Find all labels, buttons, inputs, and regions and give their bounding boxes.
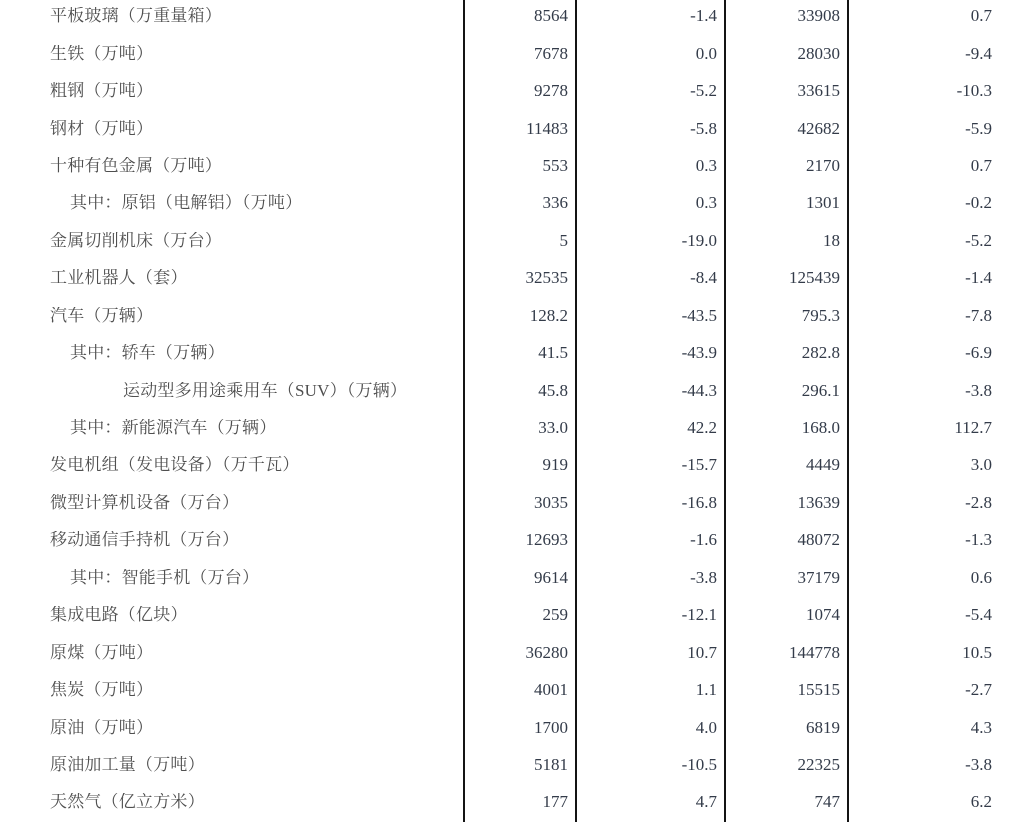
table-row [0, 334, 1010, 371]
product-name: 原油（万吨） [50, 718, 154, 736]
table-row [0, 34, 1010, 71]
table-row [0, 633, 1010, 670]
product-name: 其中：原铝（电解铝）（万吨） [70, 194, 303, 212]
cumulative-growth-pct: 10.5 [962, 643, 992, 661]
current-value: 259 [542, 606, 568, 624]
product-name: 生铁（万吨） [50, 44, 154, 62]
current-value: 336 [542, 194, 568, 212]
current-growth-pct: 0.3 [695, 156, 717, 174]
product-name: 其中：新能源汽车（万辆） [70, 419, 277, 437]
cumulative-growth-pct: 112.7 [954, 419, 992, 437]
product-name: 原煤（万吨） [50, 643, 154, 661]
cumulative-growth-pct: -5.9 [965, 119, 992, 137]
current-growth-pct: -1.6 [690, 531, 717, 549]
product-name: 天然气（亿立方米） [50, 793, 205, 811]
current-growth-pct: -43.9 [681, 344, 717, 362]
table-row [0, 371, 1010, 408]
product-name: 十种有色金属（万吨） [50, 156, 222, 174]
current-value: 553 [542, 156, 568, 174]
product-name: 焦炭（万吨） [50, 681, 154, 699]
current-growth-pct: 0.0 [695, 44, 717, 62]
current-value: 919 [542, 456, 568, 474]
current-value: 8564 [534, 7, 568, 25]
table-row [0, 783, 1010, 820]
cumulative-growth-pct: -5.4 [965, 606, 992, 624]
current-growth-pct: -12.1 [681, 606, 717, 624]
product-name: 汽车（万辆） [50, 306, 154, 324]
cumulative-growth-pct: 3.0 [970, 456, 992, 474]
current-growth-pct: -15.7 [681, 456, 717, 474]
cumulative-growth-pct: -6.9 [965, 344, 992, 362]
table-row [0, 409, 1010, 446]
cumulative-value: 33615 [797, 82, 840, 100]
current-value: 12693 [525, 531, 568, 549]
current-growth-pct: -1.4 [690, 7, 717, 25]
table-row [0, 708, 1010, 745]
cumulative-value: 747 [814, 793, 840, 811]
current-growth-pct: 4.0 [695, 718, 717, 736]
table-row [0, 184, 1010, 221]
cumulative-value: 22325 [797, 755, 840, 773]
cumulative-value: 2170 [806, 156, 840, 174]
cumulative-growth-pct: 0.7 [970, 7, 992, 25]
current-value: 177 [542, 793, 568, 811]
product-name: 金属切削机床（万台） [50, 231, 222, 249]
product-name: 粗钢（万吨） [50, 82, 154, 100]
cumulative-growth-pct: -3.8 [965, 381, 992, 399]
cumulative-value: 18 [823, 231, 840, 249]
cumulative-value: 6819 [806, 718, 840, 736]
product-name: 其中：智能手机（万台） [70, 568, 260, 586]
current-value: 32535 [525, 269, 568, 287]
current-value: 45.8 [538, 381, 568, 399]
cumulative-value: 42682 [797, 119, 840, 137]
table-row [0, 0, 1010, 34]
cumulative-value: 33908 [797, 7, 840, 25]
current-value: 11483 [526, 119, 568, 137]
table-row [0, 446, 1010, 483]
cumulative-value: 4449 [806, 456, 840, 474]
current-growth-pct: 4.7 [695, 793, 717, 811]
product-name: 钢材（万吨） [50, 119, 154, 137]
current-value: 9614 [534, 568, 568, 586]
current-growth-pct: -5.8 [690, 119, 717, 137]
current-value: 7678 [534, 44, 568, 62]
current-value: 5 [559, 231, 568, 249]
current-growth-pct: 42.2 [687, 419, 717, 437]
product-name: 移动通信手持机（万台） [50, 531, 240, 549]
cumulative-value: 125439 [789, 269, 840, 287]
cumulative-growth-pct: 0.7 [970, 156, 992, 174]
table-row [0, 746, 1010, 783]
product-name: 其中：轿车（万辆） [70, 344, 225, 362]
cumulative-growth-pct: -3.8 [965, 755, 992, 773]
cumulative-growth-pct: -1.4 [965, 269, 992, 287]
current-growth-pct: -10.5 [681, 755, 717, 773]
current-growth-pct: -5.2 [690, 82, 717, 100]
cumulative-growth-pct: -1.3 [965, 531, 992, 549]
cumulative-growth-pct: 0.6 [970, 568, 992, 586]
current-growth-pct: 1.1 [695, 681, 717, 699]
current-value: 128.2 [529, 306, 568, 324]
cumulative-value: 28030 [797, 44, 840, 62]
cumulative-growth-pct: -9.4 [965, 44, 992, 62]
current-value: 1700 [534, 718, 568, 736]
cumulative-growth-pct: -2.7 [965, 681, 992, 699]
current-value: 33.0 [538, 419, 568, 437]
cumulative-growth-pct: -7.8 [965, 306, 992, 324]
cumulative-growth-pct: -5.2 [965, 231, 992, 249]
current-growth-pct: -43.5 [681, 306, 717, 324]
product-name: 运动型多用途乘用车（SUV）（万辆） [123, 381, 408, 399]
current-value: 4001 [534, 681, 568, 699]
cumulative-value: 296.1 [801, 381, 840, 399]
table-row [0, 596, 1010, 633]
cumulative-growth-pct: -0.2 [965, 194, 992, 212]
cumulative-value: 168.0 [801, 419, 840, 437]
cumulative-growth-pct: -10.3 [956, 82, 992, 100]
product-name: 发电机组（发电设备）（万千瓦） [50, 456, 300, 474]
cumulative-growth-pct: 6.2 [970, 793, 992, 811]
product-name: 原油加工量（万吨） [50, 755, 205, 773]
current-growth-pct: -16.8 [681, 493, 717, 511]
product-name: 微型计算机设备（万台） [50, 493, 240, 511]
table-row [0, 484, 1010, 521]
table-row [0, 147, 1010, 184]
cumulative-value: 13639 [797, 493, 840, 511]
current-value: 9278 [534, 82, 568, 100]
current-value: 36280 [525, 643, 568, 661]
table-row [0, 109, 1010, 146]
current-growth-pct: -3.8 [690, 568, 717, 586]
cumulative-value: 15515 [797, 681, 840, 699]
current-growth-pct: 0.3 [695, 194, 717, 212]
table-row [0, 222, 1010, 259]
current-value: 5181 [534, 755, 568, 773]
table-row [0, 671, 1010, 708]
cumulative-value: 1301 [806, 194, 840, 212]
product-name: 集成电路（亿块） [50, 606, 188, 624]
table-row [0, 259, 1010, 296]
table-row [0, 72, 1010, 109]
product-name: 平板玻璃（万重量箱） [50, 7, 222, 25]
cumulative-growth-pct: 4.3 [970, 718, 992, 736]
cumulative-growth-pct: -2.8 [965, 493, 992, 511]
current-value: 3035 [534, 493, 568, 511]
current-growth-pct: -44.3 [681, 381, 717, 399]
current-growth-pct: 10.7 [687, 643, 717, 661]
cumulative-value: 144778 [789, 643, 840, 661]
current-value: 41.5 [538, 344, 568, 362]
current-growth-pct: -8.4 [690, 269, 717, 287]
cumulative-value: 48072 [797, 531, 840, 549]
table-row [0, 559, 1010, 596]
table-row [0, 297, 1010, 334]
cumulative-value: 37179 [797, 568, 840, 586]
cumulative-value: 282.8 [801, 344, 840, 362]
cumulative-value: 795.3 [801, 306, 840, 324]
cumulative-value: 1074 [806, 606, 840, 624]
table-row [0, 521, 1010, 558]
product-name: 工业机器人（套） [50, 269, 188, 287]
current-growth-pct: -19.0 [681, 231, 717, 249]
